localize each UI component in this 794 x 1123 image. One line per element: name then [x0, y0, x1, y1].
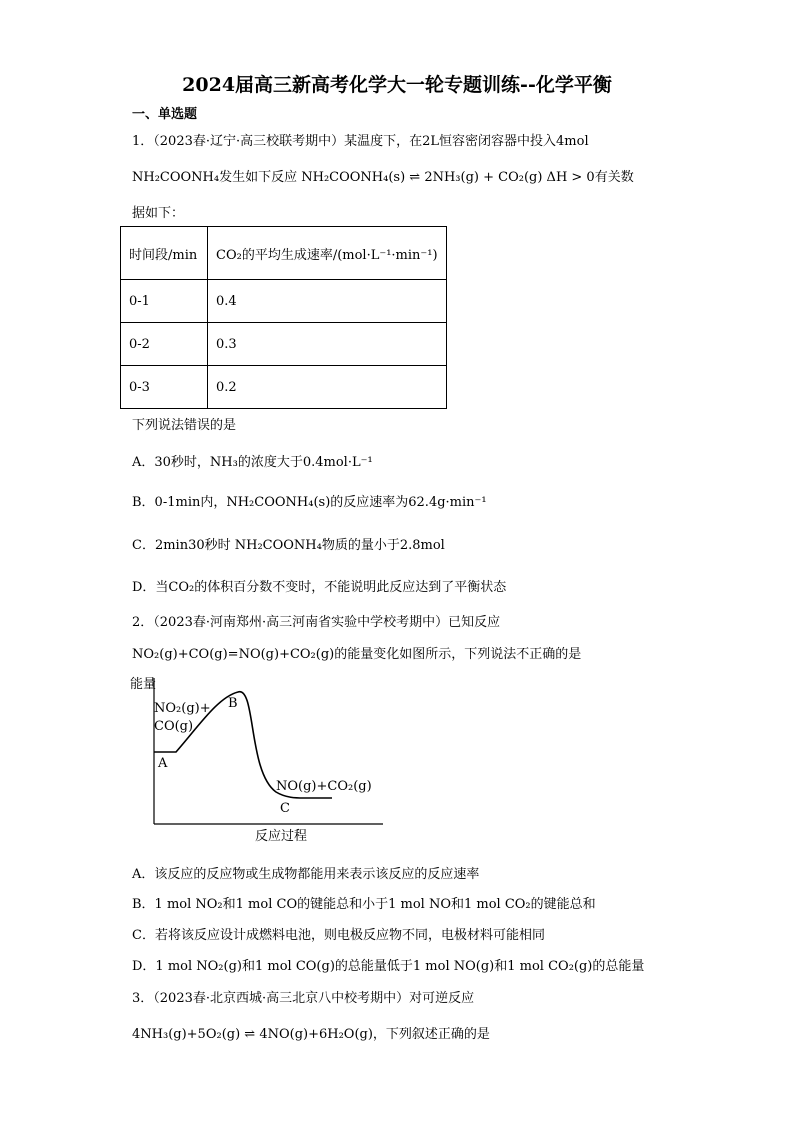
- energy-diagram: [128, 672, 388, 850]
- section-heading: 一、单选题: [132, 107, 198, 122]
- q1-stem-line-1: 1．（2023春·辽宁·高三校联考期中）某温度下，在2L恒容密闭容器中投入4mol: [132, 134, 589, 149]
- q1-option-a: A．30秒时，NH₃的浓度大于0.4mol·L⁻¹: [132, 455, 373, 470]
- table-cell: 0.2: [208, 366, 447, 409]
- x-axis-label: 反应过程: [255, 829, 308, 844]
- table-header-row: [121, 227, 447, 280]
- q1-stem-line-2: NH₂COONH₄发生如下反应 NH₂COONH₄(s) ⇌ 2NH₃(g) + CO₂(g) ΔH > 0有关数: [132, 170, 634, 185]
- reactants-label-2: CO(g): [154, 719, 194, 734]
- point-b-label: B: [228, 696, 238, 711]
- table-row: [121, 366, 447, 409]
- q1-option-c: C．2min30秒时 NH₂COONH₄物质的量小于2.8mol: [132, 538, 445, 553]
- page-title: 2024届高三新高考化学大一轮专题训练--化学平衡: [182, 74, 612, 96]
- q3-stem-line-2: 4NH₃(g)+5O₂(g) ⇌ 4NO(g)+6H₂O(g)，下列叙述正确的是: [132, 1027, 490, 1042]
- table-row: [121, 323, 447, 366]
- table-cell: 0.3: [208, 323, 447, 366]
- y-axis-label: 能量: [130, 677, 157, 692]
- q2-option-b: B．1 mol NO₂和1 mol CO的键能总和小于1 mol NO和1 mol CO₂的键能总和: [132, 897, 596, 912]
- q1-option-d: D．当CO₂的体积百分数不变时，不能说明此反应达到了平衡状态: [132, 580, 507, 595]
- q2-stem-line-1: 2．（2023春·河南郑州·高三河南省实验中学校考期中）已知反应: [132, 615, 501, 630]
- reactants-label-1: NO₂(g)+: [154, 701, 211, 716]
- q2-stem-line-2: NO₂(g)+CO(g)=NO(g)+CO₂(g)的能量变化如图所示，下列说法不正确的是: [132, 647, 582, 662]
- point-c-label: C: [280, 801, 290, 816]
- q2-option-a: A．该反应的反应物或生成物都能用来表示该反应的反应速率: [132, 867, 480, 882]
- table-cell: 0-1: [121, 280, 208, 323]
- rate-table: [120, 226, 447, 409]
- q1-option-b: B．0-1min内，NH₂COONH₄(s)的反应速率为62.4g·min⁻¹: [132, 495, 487, 510]
- table-header-cell: CO₂的平均生成速率/(mol·L⁻¹·min⁻¹): [208, 227, 447, 280]
- table-cell: 0-2: [121, 323, 208, 366]
- table-header-cell: 时间段/min: [121, 227, 208, 280]
- point-a-label: A: [158, 756, 168, 771]
- table-cell: 0.4: [208, 280, 447, 323]
- table-cell: 0-3: [121, 366, 208, 409]
- q1-prompt: 下列说法错误的是: [132, 418, 237, 433]
- table-row: [121, 280, 447, 323]
- q2-option-d: D．1 mol NO₂(g)和1 mol CO(g)的总能量低于1 mol NO(g)和1 mol CO₂(g)的总能量: [132, 959, 645, 974]
- q1-stem-line-3: 据如下：: [132, 206, 185, 221]
- q2-option-c: C．若将该反应设计成燃料电池，则电极反应物不同，电极材料可能相同: [132, 928, 545, 943]
- q3-stem-line-1: 3．（2023春·北京西城·高三北京八中校考期中）对可逆反应: [132, 991, 475, 1006]
- products-label: NO(g)+CO₂(g): [276, 779, 372, 794]
- energy-diagram-svg: [128, 672, 388, 850]
